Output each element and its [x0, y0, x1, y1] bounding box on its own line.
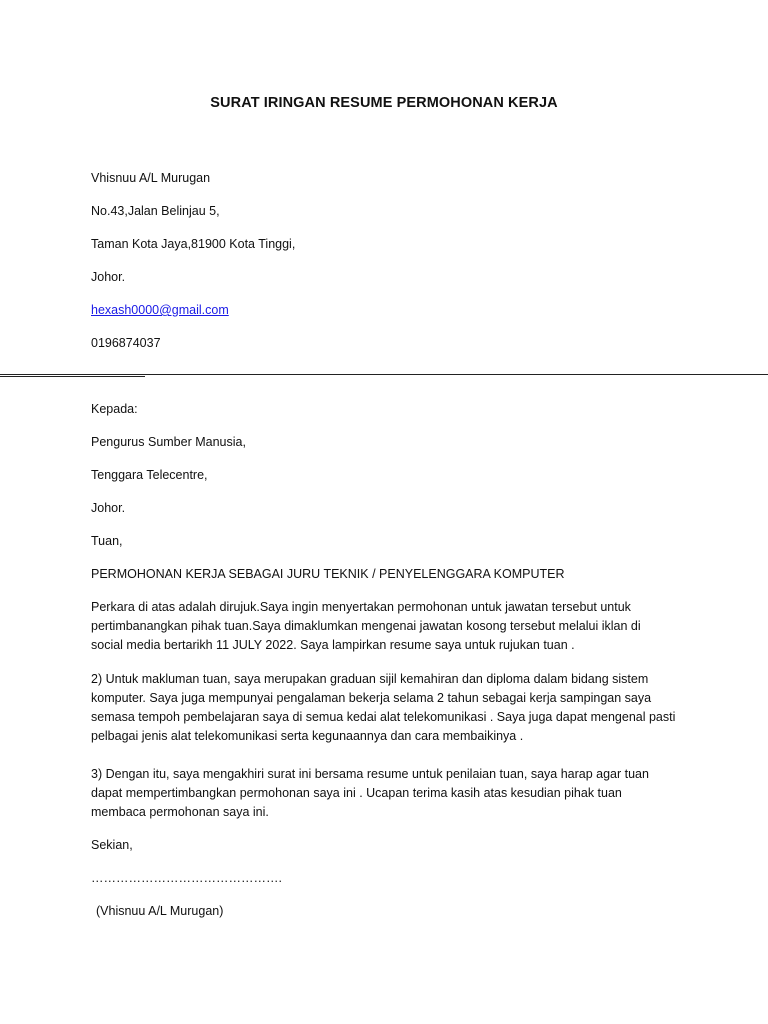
section-divider-accent: [0, 376, 145, 377]
recipient-label: Kepada:: [91, 402, 138, 416]
paragraph-line: 3) Dengan itu, saya mengakhiri surat ini bersama resume untuk penilaian tuan, saya harap agar tuan: [91, 767, 649, 781]
paragraph-line: social media bertarikh 11 JULY 2022. Saya lampirkan resume saya untuk rujukan tuan .: [91, 638, 575, 652]
letter-subject: PERMOHONAN KERJA SEBAGAI JURU TEKNIK / PENYELENGGARA KOMPUTER: [91, 567, 565, 581]
paragraph-line: Perkara di atas adalah dirujuk.Saya ingin menyertakan permohonan untuk jawatan tersebut untuk: [91, 600, 631, 614]
paragraph-line: pelbagai jenis alat telekomunikasi serta kegunaannya dan cara membaikinya .: [91, 729, 524, 743]
sender-phone: 0196874037: [91, 336, 161, 350]
recipient-state: Johor.: [91, 501, 126, 515]
sender-address-line-1: No.43,Jalan Belinjau 5,: [91, 204, 220, 218]
paragraph-line: dapat mempertimbangkan permohonan saya ini . Ucapan terima kasih atas kesudian pihak tuan: [91, 786, 622, 800]
signature-name: (Vhisnuu A/L Murugan): [96, 904, 224, 918]
paragraph-line: komputer. Saya juga mempunyai pengalaman bekerja selama 2 tahun sebagai kerja sampingan saya: [91, 691, 652, 705]
sender-email-link[interactable]: hexash0000@gmail.com: [91, 303, 229, 317]
page-title: SURAT IRINGAN RESUME PERMOHONAN KERJA: [210, 95, 558, 111]
paragraph-1: [91, 598, 691, 655]
paragraph-2: [91, 670, 691, 746]
paragraph-line: semasa tempoh pembelajaran saya di semua kedai alat telekomunikasi . Saya juga dapat mengenal pasti: [91, 710, 676, 724]
salutation: Tuan,: [91, 534, 123, 548]
sender-state: Johor.: [91, 270, 126, 284]
sender-name: Vhisnuu A/L Murugan: [91, 171, 211, 185]
paragraph-3: [91, 765, 691, 822]
paragraph-line: pertimbanangkan pihak tuan.Saya dimaklumkan mengenai jawatan kosong tersebut melalui iklan di: [91, 619, 641, 633]
section-divider: [0, 374, 768, 375]
recipient-title: Pengurus Sumber Manusia,: [91, 435, 246, 449]
closing: Sekian,: [91, 838, 133, 852]
recipient-company: Tenggara Telecentre,: [91, 468, 208, 482]
paragraph-line: membaca permohonan saya ini.: [91, 805, 269, 819]
signature-line: ……………………………………….: [91, 871, 282, 885]
paragraph-line: 2) Untuk makluman tuan, saya merupakan graduan sijil kemahiran dan diploma dalam bidang sistem: [91, 672, 649, 686]
sender-address-line-2: Taman Kota Jaya,81900 Kota Tinggi,: [91, 237, 296, 251]
